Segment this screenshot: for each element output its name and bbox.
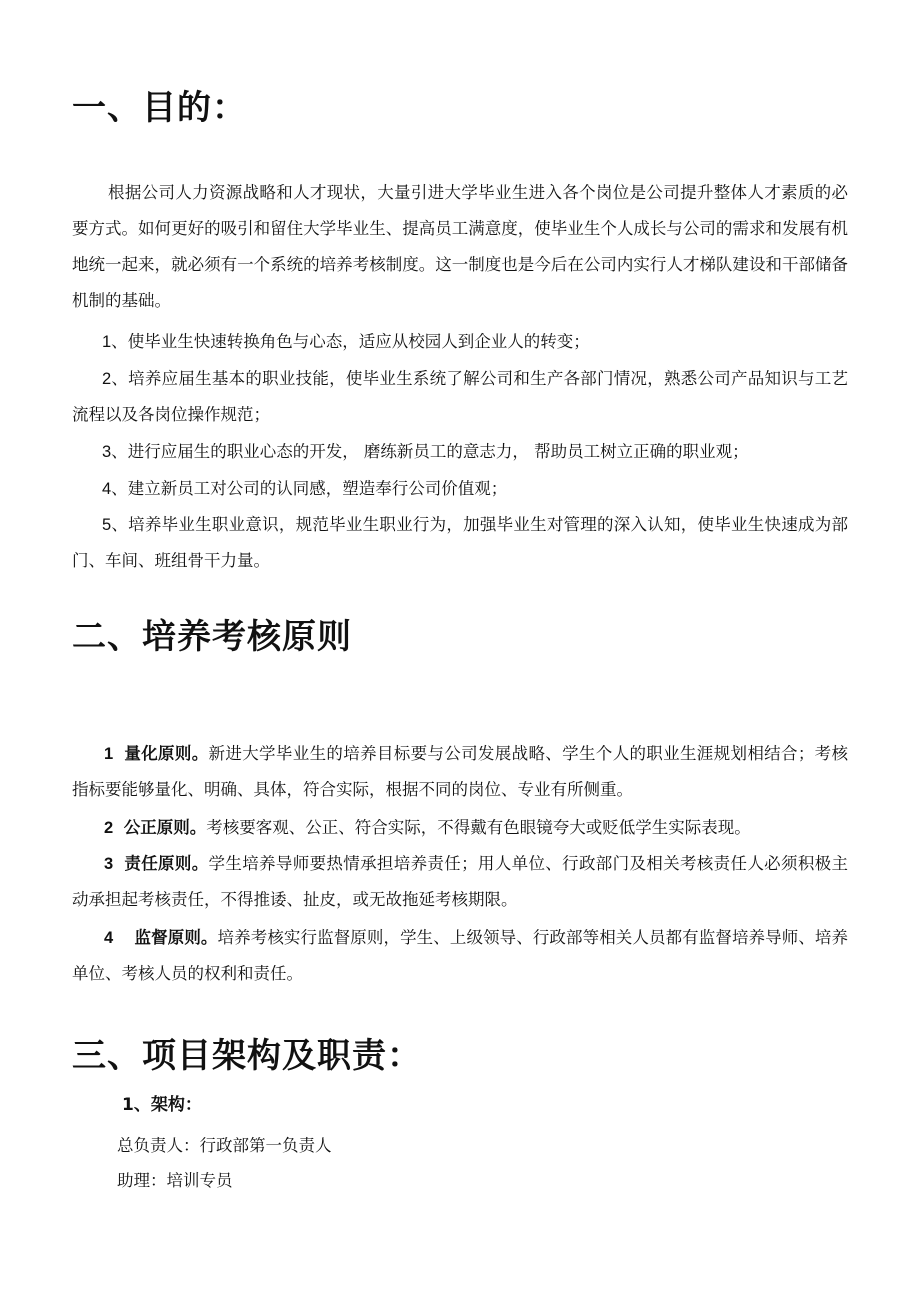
goal-item-5 <box>72 507 848 579</box>
goal-item-number: 5、 <box>102 516 129 534</box>
principle-number: 4 <box>104 929 114 947</box>
principle-term: 量化原则。 <box>124 744 209 763</box>
goal-item-text: 培养应届生基本的职业技能，使毕业生系统了解公司和生产各部门情况，熟悉公司产品知识与工艺流程以及各岗位操作规范； <box>72 369 848 424</box>
goal-item-text: 进行应届生的职业心态的开发， 磨练新员工的意志力， 帮助员工树立正确的职业观； <box>127 442 749 461</box>
goal-item-number: 3、 <box>102 443 128 461</box>
goal-item-1 <box>72 324 848 360</box>
goal-item-text: 使毕业生快速转换角色与心态，适应从校园人到企业人的转变； <box>127 332 590 351</box>
section-2-heading: 二、培养考核原则 <box>72 617 352 657</box>
goal-item-text: 培养毕业生职业意识，规范毕业生职业行为，加强毕业生对管理的深入认知，使毕业生快速成为部门、车间、班组骨干力量。 <box>72 515 848 570</box>
goal-item-4 <box>72 471 848 507</box>
goal-item-2 <box>72 361 848 433</box>
assistant-line: 助理：培训专员 <box>117 1171 233 1190</box>
principle-number: 3 <box>104 855 114 873</box>
principle-text: 新进大学毕业生的培养目标要与公司发展战略、学生个人的职业生涯规划相结合；考核指标要能够量化、明确、具体，符合实际，根据不同的岗位、专业有所侧重。 <box>72 744 849 799</box>
section-1-heading: 一、目的： <box>72 88 247 128</box>
principle-term: 责任原则。 <box>124 854 209 873</box>
goal-item-text: 建立新员工对公司的认同感，塑造奉行公司价值观； <box>127 479 508 498</box>
principle-text: 考核要客观、公正、符合实际，不得戴有色眼镜夸大或贬低学生实际表现。 <box>206 818 751 837</box>
goal-item-number: 1、 <box>102 333 128 351</box>
structure-subheading: 1、架构： <box>122 1095 202 1115</box>
principle-item-2 <box>72 810 848 846</box>
principle-number: 1 <box>104 745 114 763</box>
principle-item-3 <box>72 846 848 918</box>
goal-item-number: 4、 <box>102 480 128 498</box>
principle-text: 学生培养导师要热情承担培养责任；用人单位、行政部门及相关考核责任人必须积极主动承担起考核责任，不得推诿、扯皮，或无故拖延考核期限。 <box>72 854 849 909</box>
section-3-heading: 三、项目架构及职责： <box>72 1036 422 1076</box>
principle-number: 2 <box>104 819 114 837</box>
principle-text: 培养考核实行监督原则，学生、上级领导、行政部等相关人员都有监督培养导师、培养单位、考核人员的权利和责任。 <box>72 928 849 983</box>
section-1-intro-paragraph: 根据公司人力资源战略和人才现状，大量引进大学毕业生进入各个岗位是公司提升整体人才素质的必要方式。如何更好的吸引和留住大学毕业生、提高员工满意度，使毕业生个人成长与公司的需求和发展有机地统一起来，就必须有一个系统的培养考核制度。这一制度也是今后在公司内实行人才梯队建设和干部储备机制的基础。 <box>72 183 848 310</box>
principle-term: 监督原则。 <box>134 928 218 947</box>
principle-item-1 <box>72 736 848 808</box>
goal-item-number: 2、 <box>102 370 129 388</box>
principle-term: 公正原则。 <box>123 818 207 837</box>
principle-item-4 <box>72 920 848 992</box>
goal-item-3 <box>72 434 848 470</box>
general-manager-line: 总负责人：行政部第一负责人 <box>117 1136 332 1155</box>
